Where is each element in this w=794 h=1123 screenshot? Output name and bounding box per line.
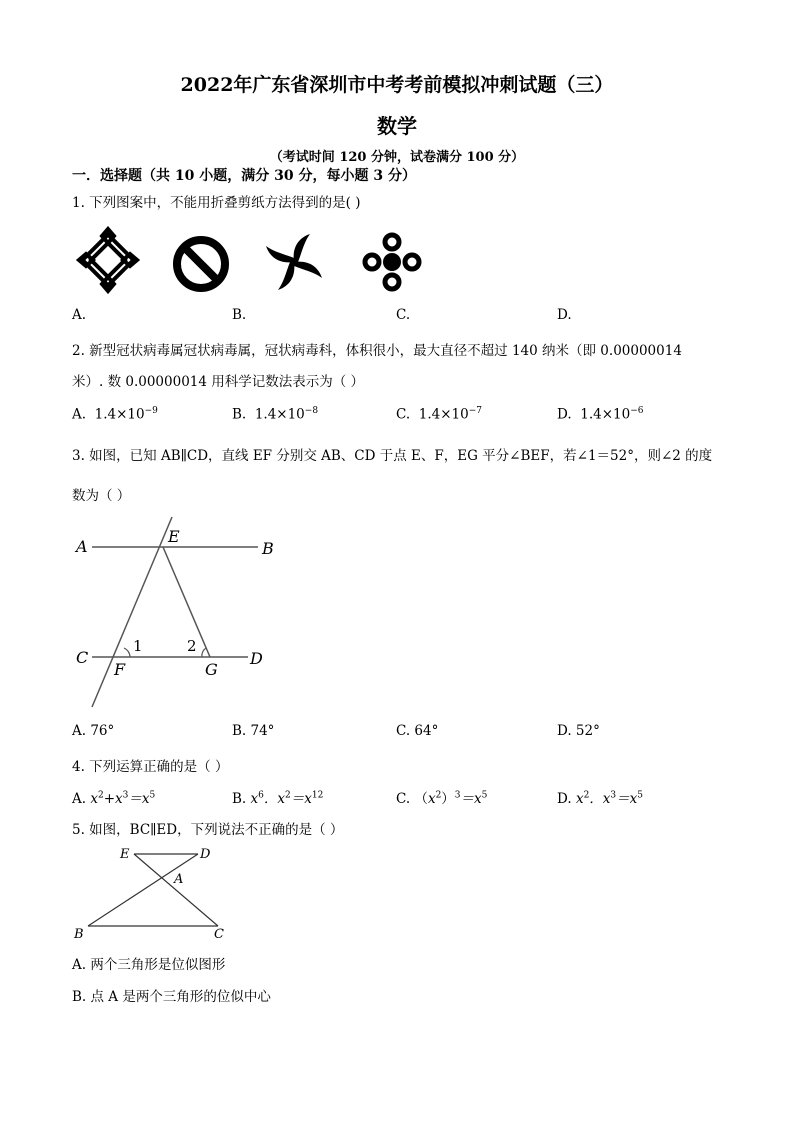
q2-text-line2: 米）. 数 0.00000014 用科学记数法表示为（ ） — [72, 374, 365, 390]
q4-option-d: D. $x^2$．$x^3=x^5$ — [557, 790, 644, 807]
q1-text: 1. 下列图案中，不能用折叠剪纸方法得到的是( ) — [72, 195, 361, 211]
q1-pattern-d-clover-icon — [360, 230, 424, 294]
q1-option-a: A. — [72, 307, 87, 323]
q5-option-b: B. 点 A 是两个三角形的位似中心 — [72, 989, 271, 1005]
q3-option-b: B. 74° — [232, 723, 275, 739]
q3-text-line2: 数为（ ） — [72, 488, 131, 504]
q2-option-c: C. $1.4\times 10^{-7}$ — [396, 406, 482, 423]
q1-option-d: D. — [557, 307, 572, 323]
exam-note: （考试时间 120 分钟，试卷满分 100 分） — [269, 150, 525, 165]
q2-option-d: D. $1.4\times 10^{-6}$ — [557, 406, 644, 423]
q3-option-a: A. 76° — [72, 723, 115, 739]
q2-text-line1: 2. 新型冠状病毒属冠状病毒属，冠状病毒科，体积很小，最大直径不超过 140 纳米（即 0.00000014 — [72, 343, 682, 359]
label-angle-1: 1 — [133, 637, 143, 655]
label-b: B — [262, 539, 274, 558]
q3-option-c: C. 64° — [396, 723, 439, 739]
angle-1-arc — [124, 648, 130, 657]
label-d: D — [200, 847, 211, 862]
q3-figure — [72, 512, 282, 712]
q4-text: 4. 下列运算正确的是（ ） — [72, 759, 229, 775]
angle-2-arc — [202, 648, 206, 657]
label-b: B — [74, 927, 84, 942]
label-a: A — [76, 537, 88, 556]
label-angle-2: 2 — [187, 637, 197, 655]
label-e: E — [168, 527, 180, 546]
q1-option-c: C. — [396, 307, 411, 323]
q4-option-b: B. $x^6$．$x^2=x^{12}$ — [232, 790, 324, 807]
label-c: C — [76, 648, 89, 667]
q3-option-d: D. 52° — [557, 723, 600, 739]
q5-text: 5. 如图，BC∥ED，下列说法不正确的是（ ） — [72, 822, 344, 838]
page-title: 2022年广东省深圳市中考考前模拟冲刺试题（三） — [180, 74, 614, 96]
q5-option-a: A. 两个三角形是位似图形 — [72, 957, 226, 973]
q1-pattern-a-knot-icon — [76, 226, 140, 296]
label-f: F — [114, 660, 126, 679]
q5-figure — [72, 842, 232, 942]
q1-pattern-c-swirl-icon — [262, 230, 326, 294]
label-d: D — [250, 649, 263, 668]
q1-option-b: B. — [232, 307, 247, 323]
q3-text-line1: 3. 如图，已知 AB∥CD，直线 EF 分别交 AB、CD 于点 E、F，EG 平分∠BEF，若∠1＝52°，则∠2 的度 — [72, 448, 713, 464]
subject-heading: 数学 — [377, 114, 417, 138]
line-ef — [92, 517, 172, 707]
q2-option-b: B. $1.4\times 10^{-8}$ — [232, 406, 319, 423]
label-c: C — [214, 927, 224, 942]
segment-ec — [134, 854, 218, 926]
label-e: E — [120, 847, 130, 862]
q4-option-c: C. $(x^2)^3=x^5$ — [396, 790, 488, 807]
q2-option-a: A. $1.4\times 10^{-9}$ — [72, 406, 158, 423]
segment-db — [88, 854, 198, 926]
label-g: G — [205, 660, 218, 679]
q1-pattern-b-prohibition-icon — [170, 233, 232, 295]
label-a: A — [174, 872, 184, 887]
section-heading: 一．选择题（共 10 小题，满分 30 分，每小题 3 分） — [72, 168, 416, 184]
q4-option-a: A. $x^2+x^3=x^5$ — [72, 790, 156, 807]
